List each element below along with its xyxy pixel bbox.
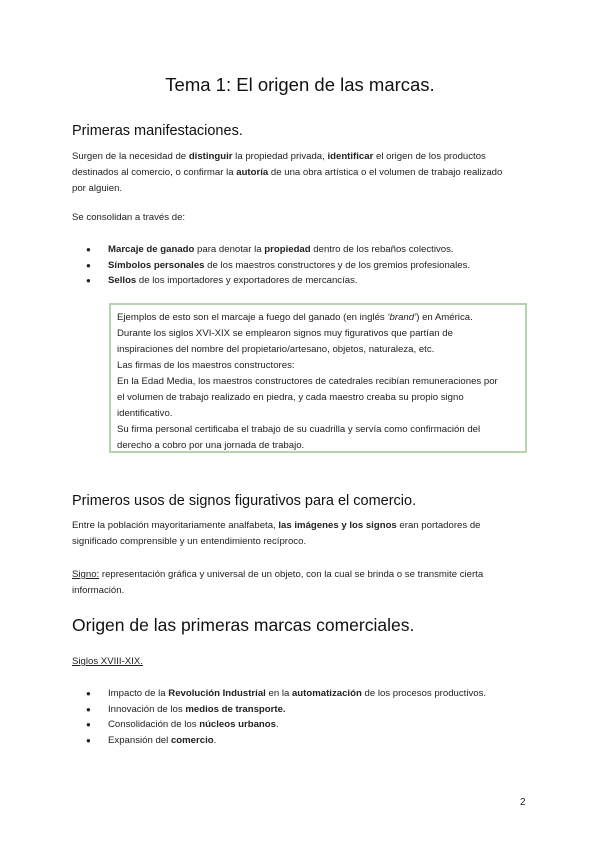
bullet-icon: ● xyxy=(86,260,91,270)
text-line: identificativo. xyxy=(117,408,173,419)
bullet-icon: ● xyxy=(86,245,91,254)
signo-definition xyxy=(72,567,532,599)
period-label: Siglos XVIII-XIX. xyxy=(72,656,143,667)
text-line: Durante los siglos XVI-XIX se emplearon signos muy figurativos que partían de xyxy=(117,328,453,339)
text-line: inspiraciones del nombre del propietario/artesano, objetos, naturaleza, etc. xyxy=(117,344,435,355)
examples-box xyxy=(109,303,527,453)
text-line: En la Edad Media, los maestros constructores de catedrales recibían remuneraciones por xyxy=(117,376,498,387)
text-line: información. xyxy=(72,585,125,596)
text-line: destinados al comercio, o confirmar la autoría de una obra artística o el volumen de trabajo realizado xyxy=(72,167,503,178)
text-line: Las firmas de los maestros constructores: xyxy=(117,360,295,371)
bullet-icon: ● xyxy=(86,704,91,714)
text-line: Su firma personal certificaba el trabajo de su cuadrilla y servía como confirmación del xyxy=(117,424,481,435)
text-line: por alguien. xyxy=(72,183,123,194)
text-line: Surgen de la necesidad de distinguir la propiedad privada, identificar el origen de los productos xyxy=(72,151,486,162)
text-line: el volumen de trabajo realizado en piedra, y cada maestro creaba su propio signo xyxy=(117,392,464,403)
bullet-icon: ● xyxy=(86,276,91,285)
page-title: Tema 1: El origen de las marcas. xyxy=(165,74,435,95)
bullet-icon: ● xyxy=(86,689,91,698)
section-heading-primeras-manifestaciones: Primeras manifestaciones. xyxy=(72,123,243,139)
list-item: ● Expansión del comercio. xyxy=(86,733,486,749)
text-line: Signo: representación gráfica y universal de un objeto, con la cual se brinda o se transmite cierta xyxy=(72,569,484,580)
text-line: Ejemplos de esto son el marcaje a fuego del ganado (en inglés ‘brand’) en América. xyxy=(117,312,473,323)
section-heading-origen-marcas: Origen de las primeras marcas comerciales. xyxy=(72,615,415,635)
bullet-icon: ● xyxy=(86,720,91,729)
signo-term: Signo: xyxy=(72,569,100,580)
text-line: Entre la población mayoritariamente analfabeta, las imágenes y los signos eran portadores de xyxy=(72,520,481,531)
usos-paragraph xyxy=(72,518,532,550)
list-item: ● Impacto de la Revolución Industrial en la automatización de los procesos productivos. xyxy=(86,686,486,702)
consolidation-list xyxy=(86,242,470,289)
list-item: ● Sellos de los importadores y exportadores de mercancías. xyxy=(86,273,470,289)
intro-paragraph xyxy=(72,149,532,197)
bullet-icon: ● xyxy=(86,735,91,745)
list-item: ● Marcaje de ganado para denotar la propiedad dentro de los rebaños colectivos. xyxy=(86,242,470,258)
factors-list xyxy=(86,686,486,748)
page-number: 2 xyxy=(520,797,526,808)
section-heading-primeros-usos: Primeros usos de signos figurativos para el comercio. xyxy=(72,493,417,509)
list-item: ● Consolidación de los núcleos urbanos. xyxy=(86,717,486,733)
text-line: significado comprensible y un entendimiento recíproco. xyxy=(72,536,307,547)
consolidate-text: Se consolidan a través de: xyxy=(72,212,186,223)
text-line: derecho a cobro por una jornada de trabajo. xyxy=(117,440,305,451)
list-item: ● Innovación de los medios de transporte. xyxy=(86,702,486,718)
list-item: ● Símbolos personales de los maestros constructores y de los gremios profesionales. xyxy=(86,258,470,274)
